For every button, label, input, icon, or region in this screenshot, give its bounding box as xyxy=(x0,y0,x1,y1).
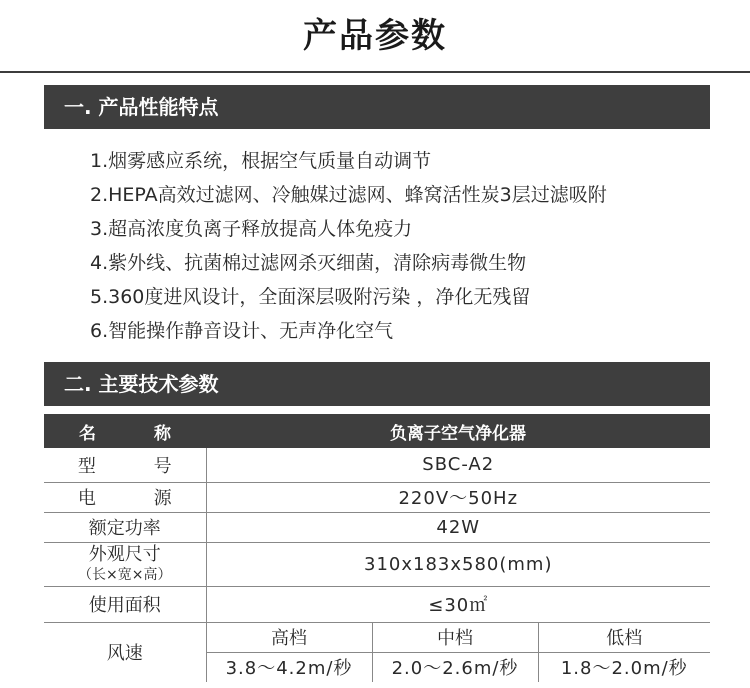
table-header-row xyxy=(44,414,710,448)
power-supply-label: 电 源 xyxy=(44,482,206,512)
feature-item: 5.360度进风设计，全面深层吸附污染 ，净化无残留 xyxy=(90,286,531,308)
table-row xyxy=(44,512,710,542)
rated-power-value: 42W xyxy=(206,512,710,542)
size-sublabel: （长×宽×高） xyxy=(78,567,172,583)
wind-level-value: 1.8～2.0m/秒 xyxy=(560,658,688,680)
name-label: 名 称 xyxy=(44,414,206,448)
power-supply-value: 220V～50Hz xyxy=(206,482,710,512)
feature-item: 3.超高浓度负离子释放提高人体免疫力 xyxy=(90,218,413,240)
table-row xyxy=(44,482,710,512)
wind-label: 风速 xyxy=(44,622,206,682)
feature-item: 1.烟雾感应系统，根据空气质量自动调节 xyxy=(90,150,432,172)
wind-level-value: 2.0～2.6m/秒 xyxy=(372,652,538,682)
page-title: 产品参数 xyxy=(303,16,447,56)
size-label-cell xyxy=(44,542,206,586)
feature-item: 4.紫外线、抗菌棉过滤网杀灭细菌，清除病毒微生物 xyxy=(90,252,527,274)
name-value: 负离子空气净化器 xyxy=(206,414,710,448)
wind-level-value: 3.8～4.2m/秒 xyxy=(206,652,372,682)
feature-list xyxy=(90,144,607,348)
feature-item: 2.HEPA高效过滤网、冷触媒过滤网、蜂窝活性炭3层过滤吸附 xyxy=(90,184,607,206)
area-label: 使用面积 xyxy=(44,586,206,622)
section-heading-features: 一. 产品性能特点 xyxy=(44,85,710,129)
spec-table xyxy=(44,414,710,682)
size-value: 310x183x580(mm) xyxy=(206,542,710,586)
wind-level-name: 高档 xyxy=(206,622,372,652)
feature-item: 6.智能操作静音设计、无声净化空气 xyxy=(90,320,394,342)
wind-level-name: 中档 xyxy=(372,622,538,652)
wind-level-name: 低档 xyxy=(538,622,710,652)
table-row xyxy=(44,622,710,652)
table-row xyxy=(44,448,710,482)
section-heading-specs: 二. 主要技术参数 xyxy=(44,362,710,406)
model-value: SBC-A2 xyxy=(206,448,710,482)
title-divider xyxy=(0,71,750,73)
table-row xyxy=(44,586,710,622)
area-value: ≤30㎡ xyxy=(206,586,710,622)
model-label: 型 号 xyxy=(44,448,206,482)
rated-power-label: 额定功率 xyxy=(44,512,206,542)
table-row xyxy=(44,542,710,586)
size-label: 外观尺寸 xyxy=(88,544,161,565)
